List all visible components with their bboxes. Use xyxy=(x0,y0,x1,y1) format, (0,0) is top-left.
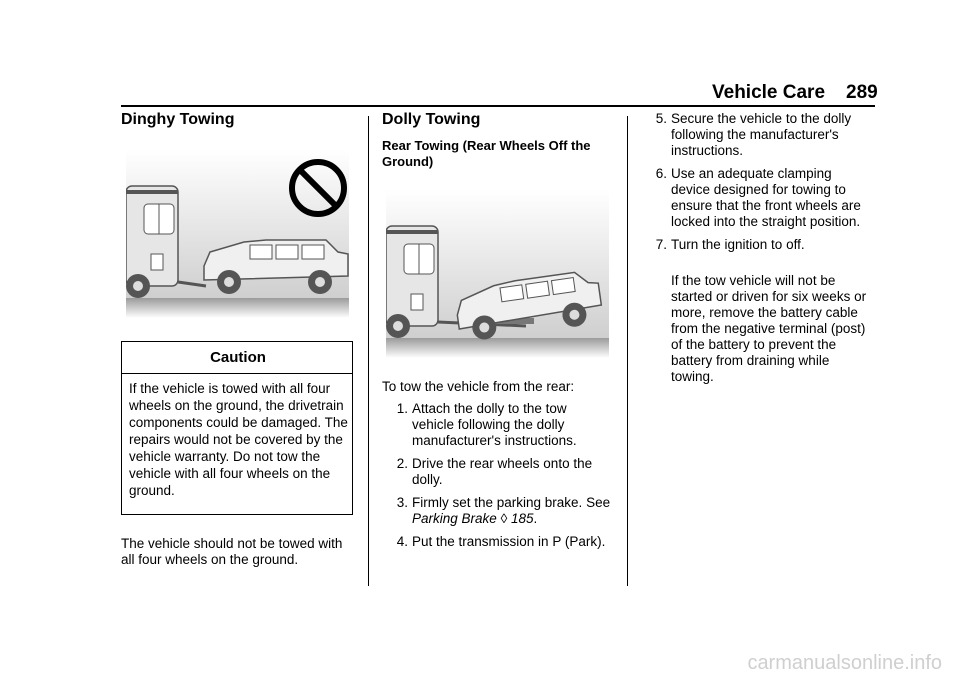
dolly-steps-list-continued xyxy=(641,111,873,260)
caution-title: Caution xyxy=(210,349,266,366)
parking-brake-reference[interactable]: Parking Brake xyxy=(412,511,497,526)
page-number: 289 xyxy=(846,82,878,103)
caution-text: If the vehicle is towed with all four wheels on the ground, the drivetrain components could be damaged. The repairs would not be covered by the vehicle warranty. Do not tow the vehicle with all four wheels on the ground. xyxy=(129,381,348,498)
list-item: 3. Firmly set the parking brake. See Parking Brake ◊ 185. xyxy=(396,495,611,526)
dinghy-towing-heading: Dinghy Towing xyxy=(121,111,235,128)
watermark-text: carmanualsonline.info xyxy=(747,652,942,674)
page-ref-arrow-icon: ◊ xyxy=(500,511,508,526)
list-item: 5. Secure the vehicle to the dolly following the manufacturer's instructions. xyxy=(655,111,852,158)
list-item: 1. Attach the dolly to the tow vehicle following the dolly manufacturer's instructions. xyxy=(396,401,577,448)
column-divider-right xyxy=(627,116,628,586)
battery-note: If the tow vehicle will not be started or driven for six weeks or more, remove the battery cable from the negative terminal (post) of the battery to prevent the battery from draining while towing. xyxy=(671,273,867,384)
dolly-towing-heading: Dolly Towing xyxy=(382,111,481,128)
rear-towing-subheading: Rear Towing (Rear Wheels Off the Ground) xyxy=(382,138,591,169)
section-title: Vehicle Care xyxy=(712,82,826,103)
dinghy-body-text: The vehicle should not be towed with all four wheels on the ground. xyxy=(121,536,343,567)
list-item: 7. Turn the ignition to off. xyxy=(655,237,805,252)
dinghy-towing-prohibited-illustration xyxy=(126,150,349,318)
parking-brake-page[interactable]: 185 xyxy=(511,511,534,526)
dolly-intro: To tow the vehicle from the rear: xyxy=(382,379,575,394)
header-rule xyxy=(121,105,875,107)
caution-divider xyxy=(122,373,352,374)
list-item: 4. Put the transmission in P (Park). xyxy=(396,534,606,549)
caution-box xyxy=(121,341,353,515)
dolly-towing-illustration xyxy=(386,190,609,358)
column-divider-left xyxy=(368,116,369,586)
list-item: 2. Drive the rear wheels onto the dolly. xyxy=(396,456,593,487)
dolly-steps-list xyxy=(382,401,612,557)
list-item: 6. Use an adequate clamping device designed for towing to ensure that the front wheels are locked into the straight position. xyxy=(655,166,861,229)
